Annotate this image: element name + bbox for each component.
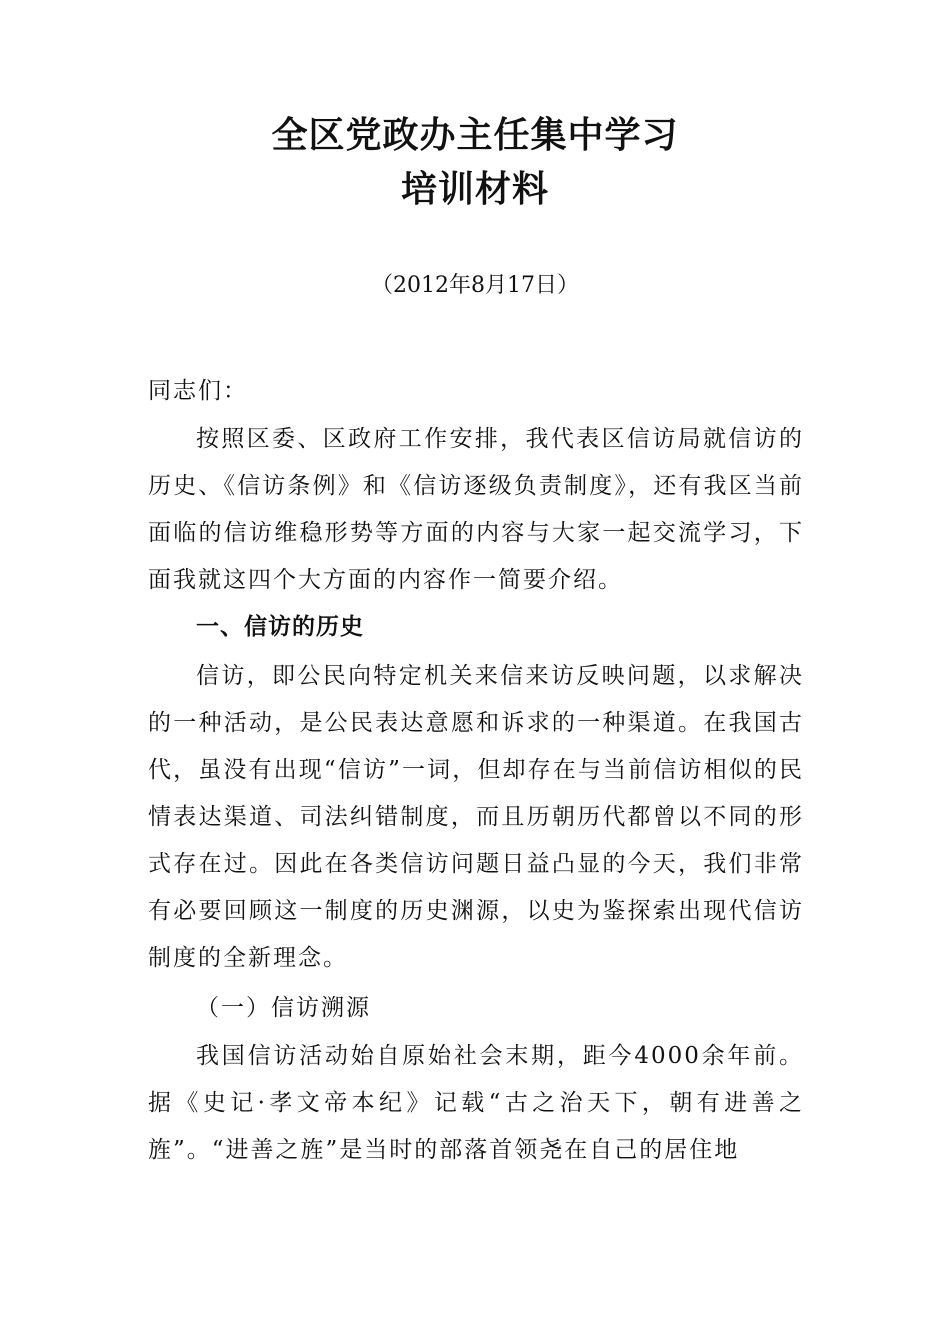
greeting: 同志们： — [148, 378, 248, 404]
subsection-heading-origin: （一）信访溯源 — [196, 995, 371, 1021]
document-title-line2: 培训材料 — [400, 169, 549, 210]
history-paragraph: 信访，即公民向特定机关来信来访反映问题，以求解决的一种活动，是公民表达意愿和诉求的一种渠道。在我国古代，虽没有出现“信访”一词，但却存在与当前信访相似的民情表达渠道、司法纠错制度，而且历朝历代都曾以不同的形式存在过。因此在各类信访问题日益凸显的今天，我们非常有必要回顾这一制度的历史渊源，以史为鉴探索出现代信访制度的全新理念。 — [148, 663, 804, 971]
section-heading-history: 一、信访的历史 — [196, 614, 364, 640]
document-date: （2012年8月17日） — [371, 273, 579, 298]
intro-paragraph: 按照区委、区政府工作安排，我代表区信访局就信访的历史、《信访条例》和《信访逐级负责制度》，还有我区当前面临的信访维稳形势等方面的内容与大家一起交流学习，下面我就这四个大方面的内容作一简要介绍。 — [148, 426, 804, 593]
document-title-line1: 全区党政办主任集中学习 — [271, 115, 679, 156]
origin-paragraph: 我国信访活动始自原始社会末期，距今4000余年前。据《史记·孝文帝本纪》记载“古之治天下，朝有进善之旌”。“进善之旌”是当时的部落首领尧在自己的居住地 — [148, 1043, 804, 1163]
